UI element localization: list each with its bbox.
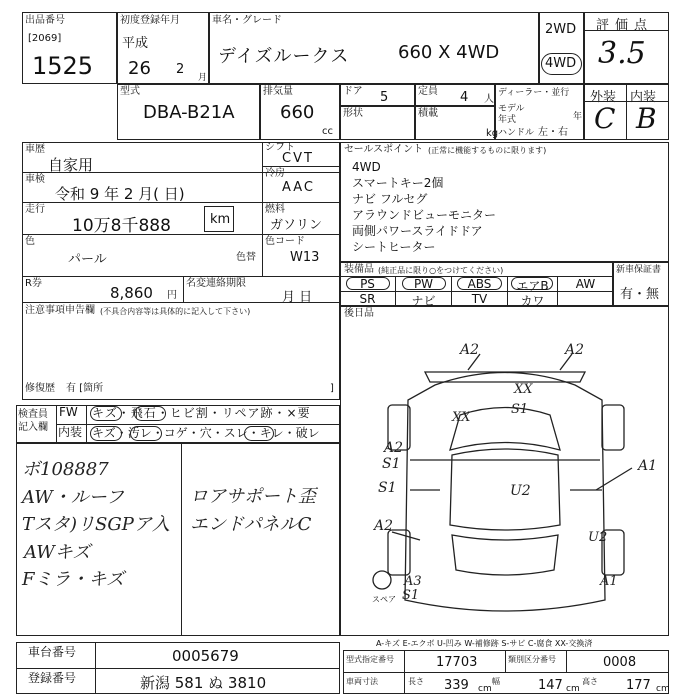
equip-pw: PW <box>413 277 434 291</box>
name-label: 車名・グレード <box>212 15 282 26</box>
displacement: 660 <box>280 102 315 123</box>
new-car-value: 有・無 <box>620 287 660 302</box>
history-label: 車歴 <box>25 144 45 155</box>
notes-sub: (不具合内容等は具体的に記入して下さい) <box>100 307 251 316</box>
equip-sr: SR <box>359 292 376 306</box>
length-value: 339 <box>444 678 469 693</box>
fuel-label: 燃料 <box>265 204 285 215</box>
width-label: 幅 <box>492 677 500 686</box>
int-label: 内装 <box>630 90 657 105</box>
diagram-mark: A2 <box>374 518 394 534</box>
circled-mark <box>90 426 122 441</box>
inspector-interior: 内装 <box>58 425 83 439</box>
cap-label: 定員 <box>418 86 438 97</box>
km: km <box>210 212 231 227</box>
type-num-label: 型式指定番号 <box>346 655 394 664</box>
drive-2wd: 2WD <box>545 22 577 37</box>
drive-4wd: 4WD <box>545 56 577 71</box>
inspector-int-items: キズ・汚レ・コゲ・穴・スレ・キレ・破レ <box>92 426 320 440</box>
plate-label: 登録番号 <box>28 671 77 685</box>
capacity: 4 <box>460 90 469 105</box>
color-value: パール <box>68 252 107 267</box>
diagram-mark: A1 <box>638 458 658 474</box>
lot-sub: [2069] <box>28 33 62 44</box>
yen: 円 <box>167 290 177 301</box>
plate-value: 新潟 581 ぬ 3810 <box>140 674 267 692</box>
equip-leather: カワ <box>520 294 545 308</box>
chassis-value: 0005679 <box>172 647 239 665</box>
circled-mark <box>244 426 274 441</box>
repair-label: 修復歴 <box>25 383 55 394</box>
color-code-label: 色コード <box>265 236 305 247</box>
spare-tire <box>373 571 391 589</box>
handwritten-note: Fミラ・キズ <box>22 569 125 590</box>
diagram-mark: XX <box>452 410 471 425</box>
repair-value: 有 [箇所 <box>66 383 104 394</box>
ac-value: AAC <box>282 180 315 195</box>
recycle-value: 8,860 <box>110 284 153 302</box>
handwritten-note: ボ108887 <box>22 459 109 480</box>
inspection-label: 車検 <box>25 174 45 185</box>
diagram-mark: S1 <box>511 402 529 417</box>
score-label: 評価点 <box>596 18 654 33</box>
selling-point: スマートキー2個 <box>352 176 444 190</box>
name-change-label: 名変連絡期限 <box>186 278 246 289</box>
shift-value: CVT <box>282 151 314 166</box>
diagram-mark: S1 <box>402 588 420 603</box>
ac-label: 冷房 <box>265 168 285 179</box>
width-value: 147 <box>538 678 563 693</box>
circled-mark <box>130 426 162 441</box>
class-value: 0008 <box>603 655 637 670</box>
model-label: 型式 <box>120 86 140 97</box>
cm: cm <box>478 684 492 694</box>
diagram-mark: A2 <box>460 342 480 358</box>
diagram-mark: A1 <box>600 574 618 589</box>
shape-label: 形状 <box>343 108 363 119</box>
door-line <box>410 460 602 490</box>
kg: kg <box>486 128 499 139</box>
spare-label: スペア <box>372 595 396 604</box>
reg-month: 2 <box>176 62 185 77</box>
diagram-mark: U2 <box>510 483 531 499</box>
handwritten-note: AW・ルーフ <box>22 487 124 508</box>
handle: 左・右 <box>538 127 568 138</box>
class-label: 類別区分番号 <box>508 655 556 664</box>
new-car-label: 新車保証書 <box>616 265 662 275</box>
legend: A-キズ E-エクボ U-凹み W-補修跡 S-サビ C-腐食 XX-交換済 <box>376 639 593 648</box>
selling-points-list <box>352 160 662 260</box>
roof <box>450 449 560 530</box>
diagram-mark: S1 <box>378 480 397 496</box>
ext-grade: C <box>594 102 616 135</box>
doors-label: ドア <box>343 86 363 97</box>
model: DBA-B21A <box>143 102 235 123</box>
reg-month-unit: 月 <box>198 73 208 83</box>
selling-sub: (正常に機能するものに限ります) <box>428 146 547 155</box>
cm: cm <box>566 684 580 694</box>
handle-label: ハンドル <box>498 128 535 138</box>
color-code-value: W13 <box>290 250 320 265</box>
selling-point: アラウンドビューモニター <box>352 208 497 222</box>
recycle-label: R券 <box>25 278 42 289</box>
name-change-value: 月 日 <box>282 290 313 305</box>
disp-label: 排気量 <box>263 86 293 97</box>
diagram-mark: A2 <box>384 440 404 456</box>
selling-point: 4WD <box>352 160 381 174</box>
after-market-label: 後日品 <box>344 308 374 319</box>
shift-label: シフト <box>265 142 295 153</box>
inspector-fw: FW <box>59 405 78 419</box>
selling-point: 両側パワースライドドア <box>352 224 483 238</box>
diagram-mark: XX <box>514 382 533 397</box>
rear-window <box>452 535 558 575</box>
load-label: 積載 <box>418 108 438 119</box>
equipment-sub: (純正品に限り○をつけてください) <box>378 266 504 275</box>
equip-tv: TV <box>471 292 488 306</box>
handwritten-note: Tスタ)リSGPア入 <box>22 514 170 535</box>
reg-year: 26 <box>128 58 151 79</box>
cm: cm <box>656 684 670 694</box>
handwritten-note: AWキズ <box>24 542 91 563</box>
height-label: 高さ <box>582 677 598 686</box>
lot-number: 1525 <box>32 52 94 80</box>
dealer-label: ディーラー・並行 <box>498 88 570 98</box>
equip-ps: PS <box>360 277 375 291</box>
mileage-value: 10万8千888 <box>72 216 171 236</box>
score-value: 3.5 <box>598 36 646 71</box>
equip-navi: ナビ <box>411 294 436 308</box>
diagram-mark: U2 <box>588 530 608 545</box>
diagram-mark: S1 <box>382 456 401 472</box>
handwritten-note: エンドパネルC <box>190 514 312 535</box>
inspector-label: 検査員記入欄 <box>18 409 48 433</box>
model-year-label: モデル年式 <box>498 104 525 125</box>
equip-abs: ABS <box>467 277 492 291</box>
length-label: 長さ <box>408 677 424 686</box>
mileage-label: 走行 <box>25 204 45 215</box>
circled-mark <box>90 406 122 421</box>
mark-line <box>596 468 632 490</box>
inspection-value: 令和 9 年 2 月( 日) <box>55 185 185 203</box>
dims-label: 車両寸法 <box>346 677 378 686</box>
cc: cc <box>322 126 333 137</box>
repair-close: ] <box>330 383 334 394</box>
grade: 660 X 4WD <box>398 42 500 63</box>
year-unit: 年 <box>573 112 583 122</box>
selling-point: シートヒーター <box>352 240 436 254</box>
type-num-value: 17703 <box>436 655 478 670</box>
circled-mark <box>134 406 166 421</box>
doors: 5 <box>380 90 389 105</box>
fuel-value: ガソリン <box>270 218 323 233</box>
color-label: 色 <box>25 236 35 247</box>
selling-label: セールスポイント <box>344 144 424 155</box>
equip-airbag: エアB <box>516 279 549 293</box>
height-value: 177 <box>626 678 651 693</box>
notes-label: 注意事項申告欄 <box>25 305 95 316</box>
repaint-label: 色替 <box>236 252 256 263</box>
wheel-fr <box>602 405 624 450</box>
equipment-label: 装備品 <box>344 264 374 275</box>
diagram-mark: A2 <box>565 342 585 358</box>
car-name: デイズルークス <box>218 46 350 67</box>
diagram-mark: A3 <box>404 574 422 589</box>
first-reg-label: 初度登録年月 <box>120 15 180 26</box>
chassis-label: 車台番号 <box>28 645 77 659</box>
equip-aw: AW <box>575 277 596 291</box>
ext-label: 外装 <box>590 90 617 105</box>
int-grade: B <box>636 102 657 135</box>
lot-label: 出品番号 <box>25 15 65 26</box>
history-value: 自家用 <box>48 156 94 174</box>
selling-point: ナビ フルセグ <box>352 192 428 206</box>
handwritten-note: ロアサポート歪 <box>190 486 316 507</box>
inspector-fw-items: キズ・飛石・ヒビ割・リペア跡・×要 <box>92 406 311 420</box>
era: 平成 <box>122 36 149 51</box>
cap-unit: 人 <box>484 94 494 105</box>
